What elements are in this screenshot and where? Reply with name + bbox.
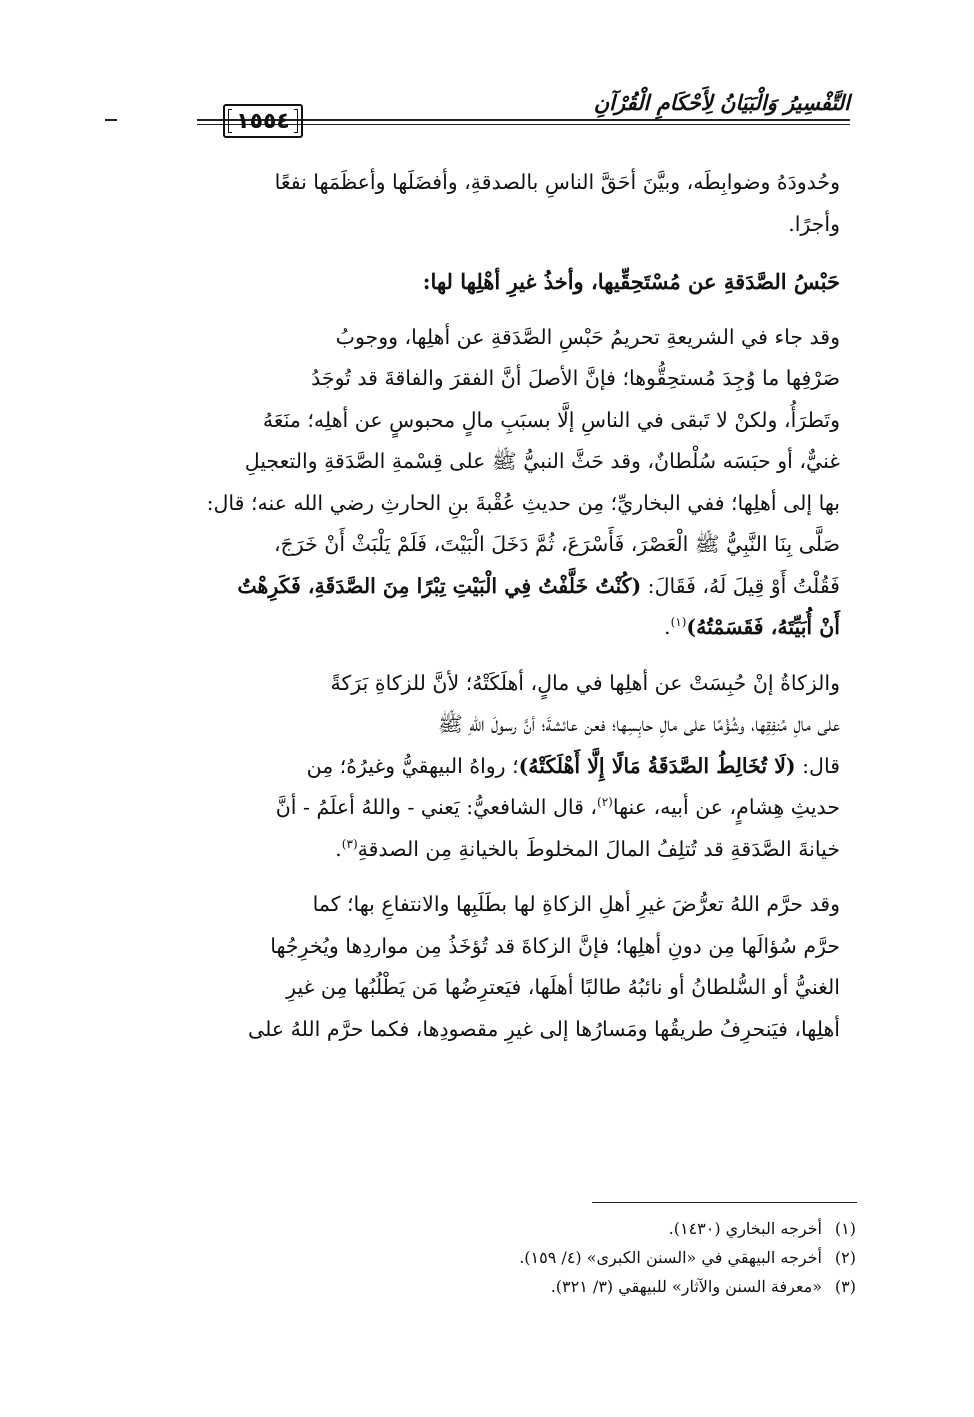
footnote-number: (١)	[834, 1219, 856, 1238]
text-line: وقد جاء في الشريعةِ تحريمُ حَبْسِ الصَّدَقةِ عن أهلِها، ووجوبُ	[335, 324, 840, 349]
footnote	[300, 1243, 856, 1272]
footnote-ref[interactable]: (٣)	[341, 836, 358, 851]
hadith-intro: فَقُلْتُ أَوْ قِيلَ لَهُ، فَقَالَ:	[641, 573, 840, 598]
text-line: أهلِها، فيَنحرِفُ طريقُها ومَسارُها إلى غيرِ مقصودِها، فكما حرَّم اللهُ على	[248, 1016, 840, 1041]
text-line: والزكاةُ إنْ حُبِسَتْ عن أهلِها في مالٍ، أهلَكَتْهُ؛ لأنَّ للزكاةِ بَرَكةً	[330, 670, 840, 695]
page-header	[105, 90, 850, 145]
hadith-quote: (كُنْتُ خَلَّفْتُ فِي الْبَيْتِ تِبْرًا مِنَ الصَّدَقَةِ، فَكَرِهْتُ	[237, 573, 642, 598]
footnote	[300, 1214, 856, 1243]
text-line: وحُدودَهُ وضوابِطَه، وبيَّنَ أحَقَّ الناسِ بالصدقةِ، وأفضَلَها وأعظَمَها نفعًا	[274, 170, 840, 194]
text-line	[118, 746, 840, 788]
footnote-ref[interactable]: (١)	[670, 615, 687, 630]
footnotes	[300, 1214, 856, 1301]
page-number	[223, 104, 303, 138]
text-line: وتَطرَأُ، ولكنْ لا تَبقى في الناسِ إلَّا بسبَبِ مالٍ محبوسٍ عن أهلِه؛ منَعَهُ	[262, 407, 840, 432]
text-line: وقد حرَّم اللهُ تعرُّضَ غيرِ أهلِ الزكاةِ لها بطَلَبِها والانتفاعِ بها؛ كما	[312, 892, 840, 916]
text-line	[118, 829, 840, 871]
text-line: حرَّم سُؤالَها مِن دونِ أهلِها؛ فإنَّ الزكاةَ قد تُؤخَذُ مِن مواردِها ويُخرِجُها	[270, 933, 840, 958]
explanation-text: خيانةَ الصَّدَقةِ قد تُتلِفُ المالَ المخلوطَ بالخيانةِ مِن الصدقةِ	[357, 836, 840, 861]
chain-text: حديثِ هِشامٍ، عن أبيه، عنها	[612, 795, 840, 819]
footnote-text: أخرجه البخاري (١٤٣٠).	[668, 1219, 822, 1238]
text-line	[118, 607, 840, 649]
text-line: على مالِ مُنفِقِها، وشُؤْمًا على مالِ حابِسِها؛ فعن عائشةَ؛ أنَّ رسولَ اللهِ ﷺ	[437, 712, 840, 736]
paragraph	[118, 317, 840, 649]
header-rule-left	[105, 119, 117, 121]
narration-note: ؛ رواهُ البيهقيُّ وغيرُهُ؛ مِن	[306, 753, 519, 778]
footnote-ref[interactable]: (٢)	[597, 795, 613, 810]
period: .	[664, 615, 671, 639]
text-line: صَلَّى بِنَا النَّبِيُّ ﷺ الْعَصْرَ، فَأَسْرَعَ، ثُمَّ دَخَلَ الْبَيْتَ، فَلَمْ يَلْبَثْ أَنْ خَرَجَ،	[273, 532, 840, 556]
page-number-text: ١٥٥٤	[236, 108, 290, 134]
text-line: صَرْفِها ما وُجِدَ مُستحِقُّوها؛ فإنَّ الأصلَ أنَّ الفقرَ والفاقةَ قد تُوجَدُ	[311, 366, 840, 390]
section-heading: حَبْسُ الصَّدَقةِ عن مُسْتَحِقِّيها، وأخذُ غيرِ أهْلِها لها:	[422, 269, 840, 294]
hadith-quote: (لَا تُخَالِطُ الصَّدَقَةُ مَالًا إِلَّا أَهْلَكَتْهُ)	[518, 753, 796, 778]
text-line	[118, 787, 840, 829]
paragraph	[118, 162, 840, 245]
paragraph	[118, 663, 840, 871]
text-line: بها إلى أهلِها؛ ففي البخاريِّ؛ مِن حديثِ عُقْبةَ بنِ الحارثِ رضي الله عنه؛ قال:	[206, 490, 840, 515]
text-line: الغنيُّ أو السُّلطانُ أو نائبُهُ طالبًا أهلَها، فيَعترِضُها مَن يَطْلُبُها مِن غيرِ	[286, 975, 840, 999]
text-line: غنيٌّ، أو حبَسَه سُلْطانٌ، وقد حَثَّ النبيُّ ﷺ على قِسْمةِ الصَّدَقةِ والتعجيلِ	[244, 449, 840, 473]
period: .	[335, 836, 342, 861]
footnote-text: أخرجه البيهقي في «السنن الكبرى» (٤/ ١٥٩).	[519, 1248, 822, 1267]
main-text	[118, 162, 840, 1050]
footnote	[300, 1272, 856, 1301]
said-word: قال:	[795, 753, 840, 778]
hadith-quote-end: أَنْ أُبَيِّتَهُ، فَقَسَمْتُهُ)	[686, 615, 840, 639]
footnote-number: (٢)	[834, 1248, 856, 1267]
running-title: التَّفْسِيرُ وَالْبَيَانُ لِأَحْكَامِ الْقُرْآنِ	[593, 90, 850, 115]
text-line	[118, 566, 840, 608]
footnote-number: (٣)	[834, 1277, 856, 1296]
shafii-comment: ، قال الشافعيُّ: يَعني - واللهُ أعلَمُ - أنَّ	[275, 795, 598, 819]
text-line: وأجرًا.	[788, 211, 840, 236]
footnote-separator	[592, 1202, 857, 1203]
paragraph	[118, 884, 840, 1050]
footnote-text: «معرفة السنن والآثار» للبيهقي (٣/ ٣٢١).	[550, 1277, 822, 1296]
